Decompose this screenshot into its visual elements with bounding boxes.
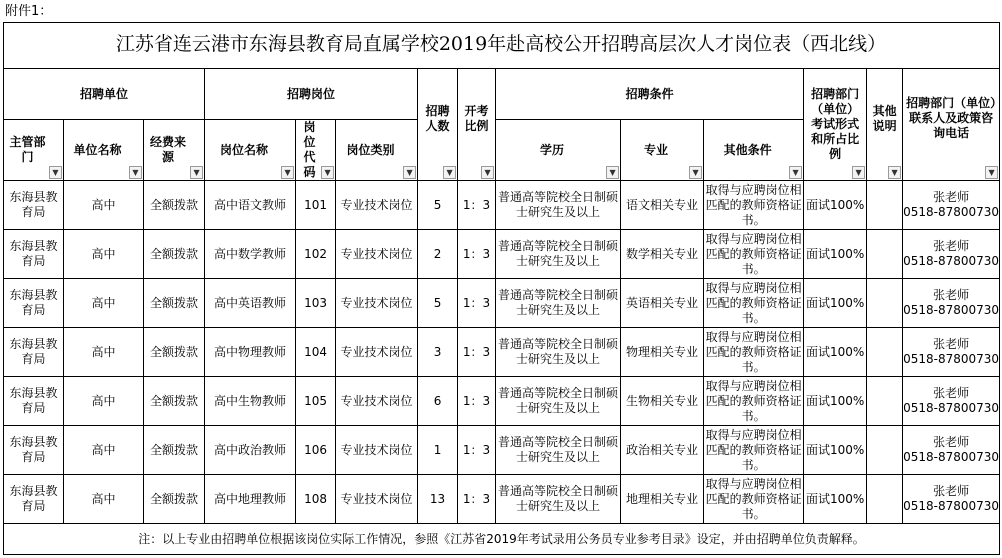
cell-major[interactable]: 政治相关专业	[621, 426, 704, 475]
cell-note[interactable]	[867, 279, 903, 328]
cell-note[interactable]	[867, 475, 903, 524]
cell-note[interactable]	[867, 426, 903, 475]
cell-exam[interactable]: 面试100%	[804, 377, 867, 426]
header-ratio[interactable]: 开考比例 ▼	[458, 69, 496, 181]
cell-contact[interactable]	[903, 230, 1000, 279]
cell-funding[interactable]: 全额拨款	[144, 279, 205, 328]
filter-dropdown-icon[interactable]: ▼	[281, 166, 294, 179]
contact-name: 张老师	[933, 386, 970, 400]
cell-code[interactable]: 103	[296, 279, 336, 328]
cell-code[interactable]: 104	[296, 328, 336, 377]
table-row	[4, 475, 1000, 524]
cell-major[interactable]: 英语相关专业	[621, 279, 704, 328]
contact-name: 张老师	[933, 435, 970, 449]
cell-ratio[interactable]: 1：3	[458, 181, 496, 230]
footnote: 注：以上专业由招聘单位根据该岗位实际工作情况，参照《江苏省2019年考试录用公务员专业参考目录》设定，并由招聘单位负责解释。	[4, 524, 1000, 555]
filter-dropdown-icon[interactable]: ▼	[403, 166, 416, 179]
cell-dept[interactable]: 东海县教育局	[4, 230, 64, 279]
cell-dept[interactable]: 东海县教育局	[4, 328, 64, 377]
cell-post[interactable]: 高中物理教师	[205, 328, 296, 377]
cell-education[interactable]: 普通高等院校全日制硕士研究生及以上	[496, 475, 621, 524]
filter-dropdown-icon[interactable]: ▼	[129, 166, 142, 179]
cell-count[interactable]: 13	[418, 475, 458, 524]
table-row	[4, 426, 1000, 475]
cell-ratio[interactable]: 1：3	[458, 426, 496, 475]
header-major[interactable]: 专业 ▼	[621, 120, 704, 181]
table-row	[4, 377, 1000, 426]
cell-contact[interactable]	[903, 475, 1000, 524]
table-row	[4, 181, 1000, 230]
cell-unit[interactable]: 高中	[64, 475, 144, 524]
contact-phone: 0518-87800730	[903, 303, 1000, 317]
cell-other-conditions[interactable]: 取得与应聘岗位相匹配的教师资格证书。	[704, 328, 804, 377]
cell-unit[interactable]: 高中	[64, 181, 144, 230]
cell-count[interactable]: 5	[418, 181, 458, 230]
cell-count[interactable]: 5	[418, 279, 458, 328]
cell-post[interactable]: 高中政治教师	[205, 426, 296, 475]
filter-dropdown-icon[interactable]: ▼	[321, 166, 334, 179]
cell-exam[interactable]: 面试100%	[804, 475, 867, 524]
contact-name: 张老师	[933, 484, 970, 498]
cell-type[interactable]: 专业技术岗位	[336, 279, 418, 328]
header-post-code[interactable]: 岗位代码 ▼	[296, 120, 336, 181]
attachment-label: 附件1：	[5, 4, 53, 19]
header-count[interactable]: 招聘人数 ▼	[418, 69, 458, 181]
filter-dropdown-icon[interactable]: ▼	[985, 166, 998, 179]
cell-funding[interactable]: 全额拨款	[144, 328, 205, 377]
cell-post[interactable]: 高中地理教师	[205, 475, 296, 524]
cell-funding[interactable]: 全额拨款	[144, 475, 205, 524]
header-contact[interactable]: 招聘部门（单位）联系人及政策咨询电话 ▼	[903, 69, 1000, 181]
header-post-name[interactable]: 岗位名称 ▼	[205, 120, 296, 181]
cell-other-conditions[interactable]: 取得与应聘岗位相匹配的教师资格证书。	[704, 426, 804, 475]
cell-education[interactable]: 普通高等院校全日制硕士研究生及以上	[496, 279, 621, 328]
cell-other-conditions[interactable]: 取得与应聘岗位相匹配的教师资格证书。	[704, 475, 804, 524]
cell-contact[interactable]	[903, 377, 1000, 426]
cell-post[interactable]: 高中英语教师	[205, 279, 296, 328]
cell-post[interactable]: 高中生物教师	[205, 377, 296, 426]
header-unit-group: 招聘单位	[4, 69, 205, 120]
cell-type[interactable]: 专业技术岗位	[336, 328, 418, 377]
filter-dropdown-icon[interactable]: ▼	[606, 166, 619, 179]
cell-education[interactable]: 普通高等院校全日制硕士研究生及以上	[496, 230, 621, 279]
table-row	[4, 279, 1000, 328]
cell-type[interactable]: 专业技术岗位	[336, 426, 418, 475]
recruitment-table	[3, 68, 1000, 555]
contact-name: 张老师	[933, 239, 970, 253]
cell-major[interactable]: 生物相关专业	[621, 377, 704, 426]
filter-dropdown-icon[interactable]: ▼	[689, 166, 702, 179]
contact-name: 张老师	[933, 337, 970, 351]
header-dept[interactable]: 主管部门 ▼	[4, 120, 64, 181]
filter-dropdown-icon[interactable]: ▼	[190, 166, 203, 179]
cell-exam[interactable]: 面试100%	[804, 230, 867, 279]
cell-contact[interactable]	[903, 426, 1000, 475]
cell-education[interactable]: 普通高等院校全日制硕士研究生及以上	[496, 377, 621, 426]
cell-unit[interactable]: 高中	[64, 426, 144, 475]
contact-name: 张老师	[933, 190, 970, 204]
filter-dropdown-icon[interactable]: ▼	[481, 166, 494, 179]
cell-contact[interactable]	[903, 328, 1000, 377]
header-funding[interactable]: 经费来源 ▼	[144, 120, 205, 181]
table-row	[4, 328, 1000, 377]
cell-note[interactable]	[867, 230, 903, 279]
cell-code[interactable]: 102	[296, 230, 336, 279]
cell-funding[interactable]: 全额拨款	[144, 181, 205, 230]
cell-other-conditions[interactable]: 取得与应聘岗位相匹配的教师资格证书。	[704, 377, 804, 426]
cell-other-conditions[interactable]: 取得与应聘岗位相匹配的教师资格证书。	[704, 230, 804, 279]
contact-phone: 0518-87800730	[903, 352, 1000, 366]
cell-ratio[interactable]: 1：3	[458, 230, 496, 279]
cell-education[interactable]: 普通高等院校全日制硕士研究生及以上	[496, 426, 621, 475]
cell-ratio[interactable]: 1：3	[458, 475, 496, 524]
filter-dropdown-icon[interactable]: ▼	[443, 166, 456, 179]
cell-code[interactable]: 106	[296, 426, 336, 475]
cell-type[interactable]: 专业技术岗位	[336, 181, 418, 230]
cell-type[interactable]: 专业技术岗位	[336, 230, 418, 279]
cell-count[interactable]: 1	[418, 426, 458, 475]
page-title: 江苏省连云港市东海县教育局直属学校2019年赴高校公开招聘高层次人才岗位表（西北线）	[115, 33, 887, 55]
cell-type[interactable]: 专业技术岗位	[336, 475, 418, 524]
cell-exam[interactable]: 面试100%	[804, 426, 867, 475]
header-post-group: 招聘岗位	[205, 69, 418, 120]
contact-phone: 0518-87800730	[903, 499, 1000, 513]
table-row	[4, 230, 1000, 279]
header-other-note[interactable]: 其他说明 ▼	[867, 69, 903, 181]
cell-funding[interactable]: 全额拨款	[144, 230, 205, 279]
header-exam[interactable]: 招聘部门（单位）考试形式和所占比例 ▼	[804, 69, 867, 181]
header-unit-name[interactable]: 单位名称 ▼	[64, 120, 144, 181]
cell-unit[interactable]: 高中	[64, 328, 144, 377]
cell-post[interactable]: 高中数学教师	[205, 230, 296, 279]
cell-funding[interactable]: 全额拨款	[144, 426, 205, 475]
cell-code[interactable]: 105	[296, 377, 336, 426]
cell-code[interactable]: 108	[296, 475, 336, 524]
cell-count[interactable]: 3	[418, 328, 458, 377]
contact-name: 张老师	[933, 288, 970, 302]
header-post-type[interactable]: 岗位类别 ▼	[336, 120, 418, 181]
cell-code[interactable]: 101	[296, 181, 336, 230]
cell-dept[interactable]: 东海县教育局	[4, 377, 64, 426]
cell-post[interactable]: 高中语文教师	[205, 181, 296, 230]
cell-note[interactable]	[867, 328, 903, 377]
cell-dept[interactable]: 东海县教育局	[4, 475, 64, 524]
filter-dropdown-icon[interactable]: ▼	[49, 166, 62, 179]
cell-type[interactable]: 专业技术岗位	[336, 377, 418, 426]
cell-count[interactable]: 2	[418, 230, 458, 279]
filter-dropdown-icon[interactable]: ▼	[852, 166, 865, 179]
filter-dropdown-icon[interactable]: ▼	[789, 166, 802, 179]
header-education[interactable]: 学历 ▼	[496, 120, 621, 181]
contact-phone: 0518-87800730	[903, 401, 1000, 415]
cell-dept[interactable]: 东海县教育局	[4, 279, 64, 328]
contact-phone: 0518-87800730	[903, 450, 1000, 464]
cell-dept[interactable]: 东海县教育局	[4, 426, 64, 475]
cell-exam[interactable]: 面试100%	[804, 279, 867, 328]
cell-major[interactable]: 语文相关专业	[621, 181, 704, 230]
cell-major[interactable]: 地理相关专业	[621, 475, 704, 524]
sheet-border-top	[3, 22, 1000, 23]
header-other-conditions[interactable]: 其他条件 ▼	[704, 120, 804, 181]
contact-phone: 0518-87800730	[903, 205, 1000, 219]
cell-other-conditions[interactable]: 取得与应聘岗位相匹配的教师资格证书。	[704, 279, 804, 328]
cell-education[interactable]: 普通高等院校全日制硕士研究生及以上	[496, 328, 621, 377]
cell-exam[interactable]: 面试100%	[804, 181, 867, 230]
cell-major[interactable]: 物理相关专业	[621, 328, 704, 377]
cell-ratio[interactable]: 1：3	[458, 328, 496, 377]
cell-exam[interactable]: 面试100%	[804, 328, 867, 377]
cell-contact[interactable]	[903, 279, 1000, 328]
cell-count[interactable]: 6	[418, 377, 458, 426]
cell-other-conditions[interactable]: 取得与应聘岗位相匹配的教师资格证书。	[704, 181, 804, 230]
cell-unit[interactable]: 高中	[64, 377, 144, 426]
cell-note[interactable]	[867, 181, 903, 230]
cell-funding[interactable]: 全额拨款	[144, 377, 205, 426]
cell-ratio[interactable]: 1：3	[458, 279, 496, 328]
filter-dropdown-icon[interactable]: ▼	[888, 166, 901, 179]
cell-note[interactable]	[867, 377, 903, 426]
cell-unit[interactable]: 高中	[64, 230, 144, 279]
cell-major[interactable]: 数学相关专业	[621, 230, 704, 279]
cell-contact[interactable]	[903, 181, 1000, 230]
cell-unit[interactable]: 高中	[64, 279, 144, 328]
cell-ratio[interactable]: 1：3	[458, 377, 496, 426]
contact-phone: 0518-87800730	[903, 254, 1000, 268]
cell-dept[interactable]: 东海县教育局	[4, 181, 64, 230]
header-conditions-group: 招聘条件	[496, 69, 804, 120]
cell-education[interactable]: 普通高等院校全日制硕士研究生及以上	[496, 181, 621, 230]
